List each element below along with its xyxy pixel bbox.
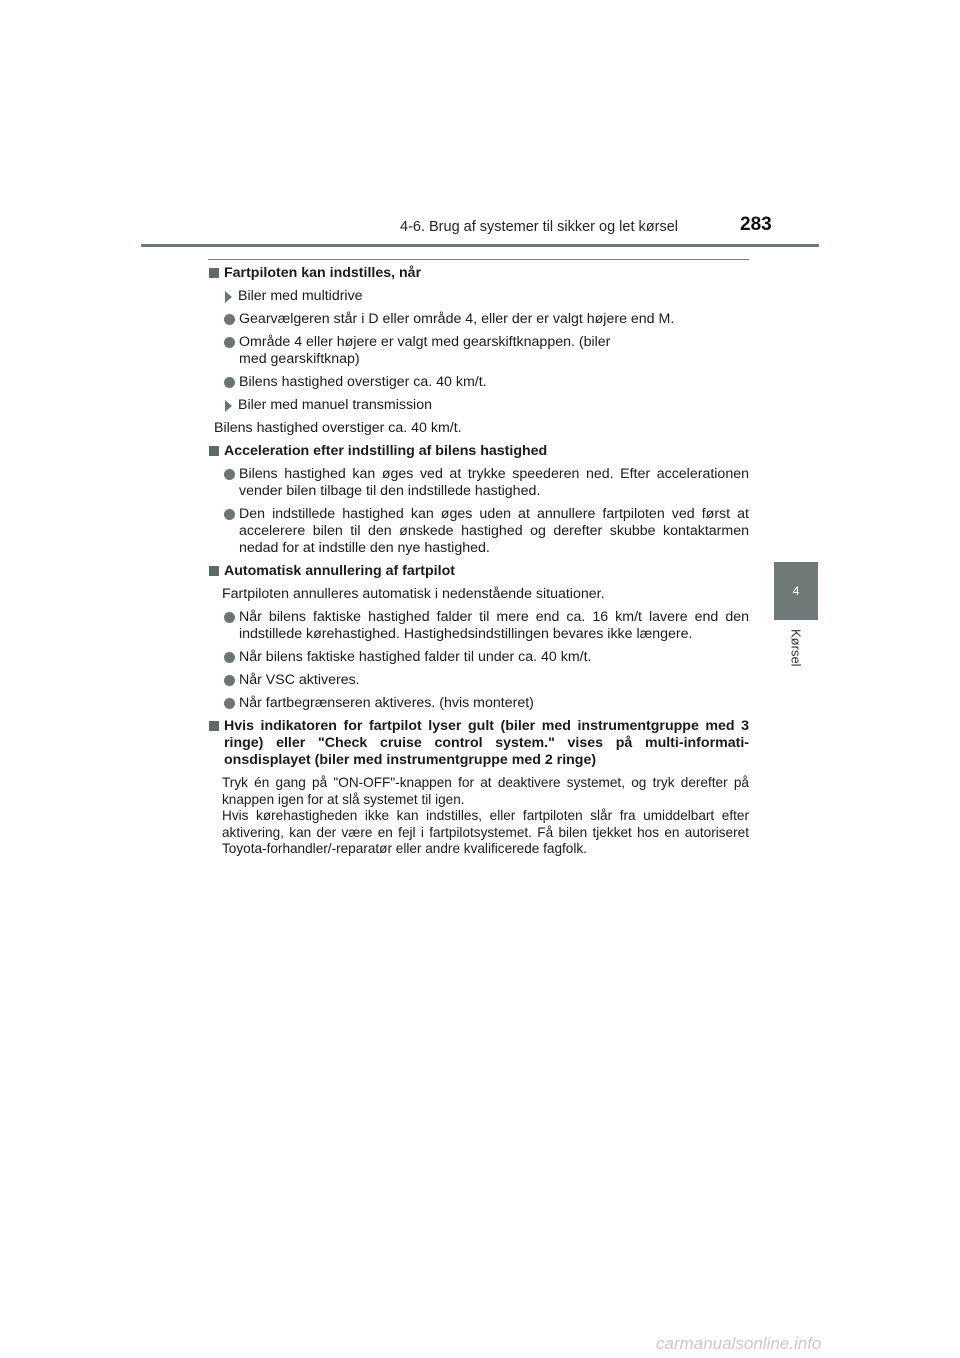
bullet-text: Bilens hastighed overstiger ca. 40 km/t. [239, 374, 487, 390]
square-bullet-icon [209, 721, 219, 731]
sub-heading-text: Biler med manuel transmission [238, 397, 432, 413]
circle-bullet-icon [224, 675, 235, 686]
bullet-item [208, 334, 749, 368]
header-divider [141, 244, 819, 247]
chapter-tab [774, 562, 818, 620]
bullet-text: Når fartbegrænseren aktiveres. (hvis monteret) [239, 695, 534, 711]
bullet-item [208, 609, 749, 643]
page-content [208, 265, 749, 858]
chapter-label: Kørsel [788, 629, 804, 667]
square-bullet-icon [209, 566, 219, 576]
section-heading [208, 718, 749, 769]
bullet-item [208, 374, 749, 391]
bullet-text: Bilens hastighed kan øges ved at trykke speederen ned. Efter accelerationen vender bilen tilbage til den indstillede hastighed. [239, 466, 749, 499]
circle-bullet-icon [224, 509, 235, 520]
content-divider [208, 259, 749, 260]
bullet-item [208, 649, 749, 666]
bullet-text: Gearvælgeren står i D eller område 4, eller der er valgt højere end M. [239, 311, 675, 327]
section-heading [208, 265, 749, 282]
bullet-item [208, 466, 749, 500]
bullet-item [208, 506, 749, 557]
bullet-text: Når bilens faktiske hastighed falder til mere end ca. 16 km/t lavere end den indstillede kørehastighed. Hastighedsindstillingen bevares ikke længere. [239, 609, 749, 642]
bullet-item [208, 672, 749, 689]
section-heading [208, 443, 749, 460]
heading-text: Fartpiloten kan indstilles, når [224, 265, 422, 281]
chapter-number: 4 [792, 584, 800, 598]
sub-heading-text: Biler med multidrive [238, 288, 363, 304]
triangle-arrow-icon [225, 291, 232, 303]
section-heading [208, 563, 749, 580]
bullet-text: Område 4 eller højere er valgt med gearskiftknappen. (biler med gearskiftknap) [239, 334, 611, 367]
bullet-text: Når bilens faktiske hastighed falder til under ca. 40 km/t. [239, 649, 592, 665]
square-bullet-icon [209, 268, 219, 278]
bullet-item [208, 695, 749, 712]
page-number: 283 [740, 214, 772, 235]
paragraph: Hvis kørehastigheden ikke kan indstilles, eller fartpiloten slår fra umiddelbart efter aktivering, kan der være en fejl i fartpilotsystemet. Få bilen tjekket hos en autoriseret Toyota-forhandler/-reparatør eller andre kvalificerede fagfolk. [222, 808, 749, 856]
section-title: 4-6. Brug af systemer til sikker og let kørsel [400, 219, 678, 235]
heading-text: Hvis indikatoren for fartpilot lyser gult (biler med instrumentgruppe med 3 ringe) eller "Check cruise control system." vises på multi-informati-onsdisplayet (biler med instrumentgruppe med 2 ringe) [224, 718, 749, 768]
watermark: carmanualsonline.info [656, 1334, 822, 1353]
circle-bullet-icon [224, 377, 235, 388]
sub-heading [208, 288, 749, 305]
triangle-arrow-icon [225, 400, 232, 412]
circle-bullet-icon [224, 469, 235, 480]
bullet-text: Når VSC aktiveres. [239, 672, 360, 688]
circle-bullet-icon [224, 314, 235, 325]
sub-heading [208, 397, 749, 414]
bullet-text: Den indstillede hastighed kan øges uden at annullere fartpiloten ved først at accelerere bilen til den ønskede hastighed og derefter skubbe kontaktarmen nedad for at indstille den nye hastighed. [239, 506, 749, 556]
circle-bullet-icon [224, 337, 235, 348]
heading-text: Automatisk annullering af fartpilot [224, 563, 455, 579]
paragraph: Tryk én gang på "ON-OFF"-knappen for at deaktivere systemet, og tryk derefter på knappen igen for at slå systemet til igen. [222, 775, 749, 807]
bullet-item [208, 311, 749, 328]
circle-bullet-icon [224, 612, 235, 623]
circle-bullet-icon [224, 652, 235, 663]
circle-bullet-icon [224, 698, 235, 709]
paragraph: Bilens hastighed overstiger ca. 40 km/t. [214, 420, 462, 436]
heading-text: Acceleration efter indstilling af bilens hastighed [224, 443, 548, 459]
square-bullet-icon [209, 446, 219, 456]
paragraph: Fartpiloten annulleres automatisk i nedenstående situationer. [222, 586, 605, 602]
